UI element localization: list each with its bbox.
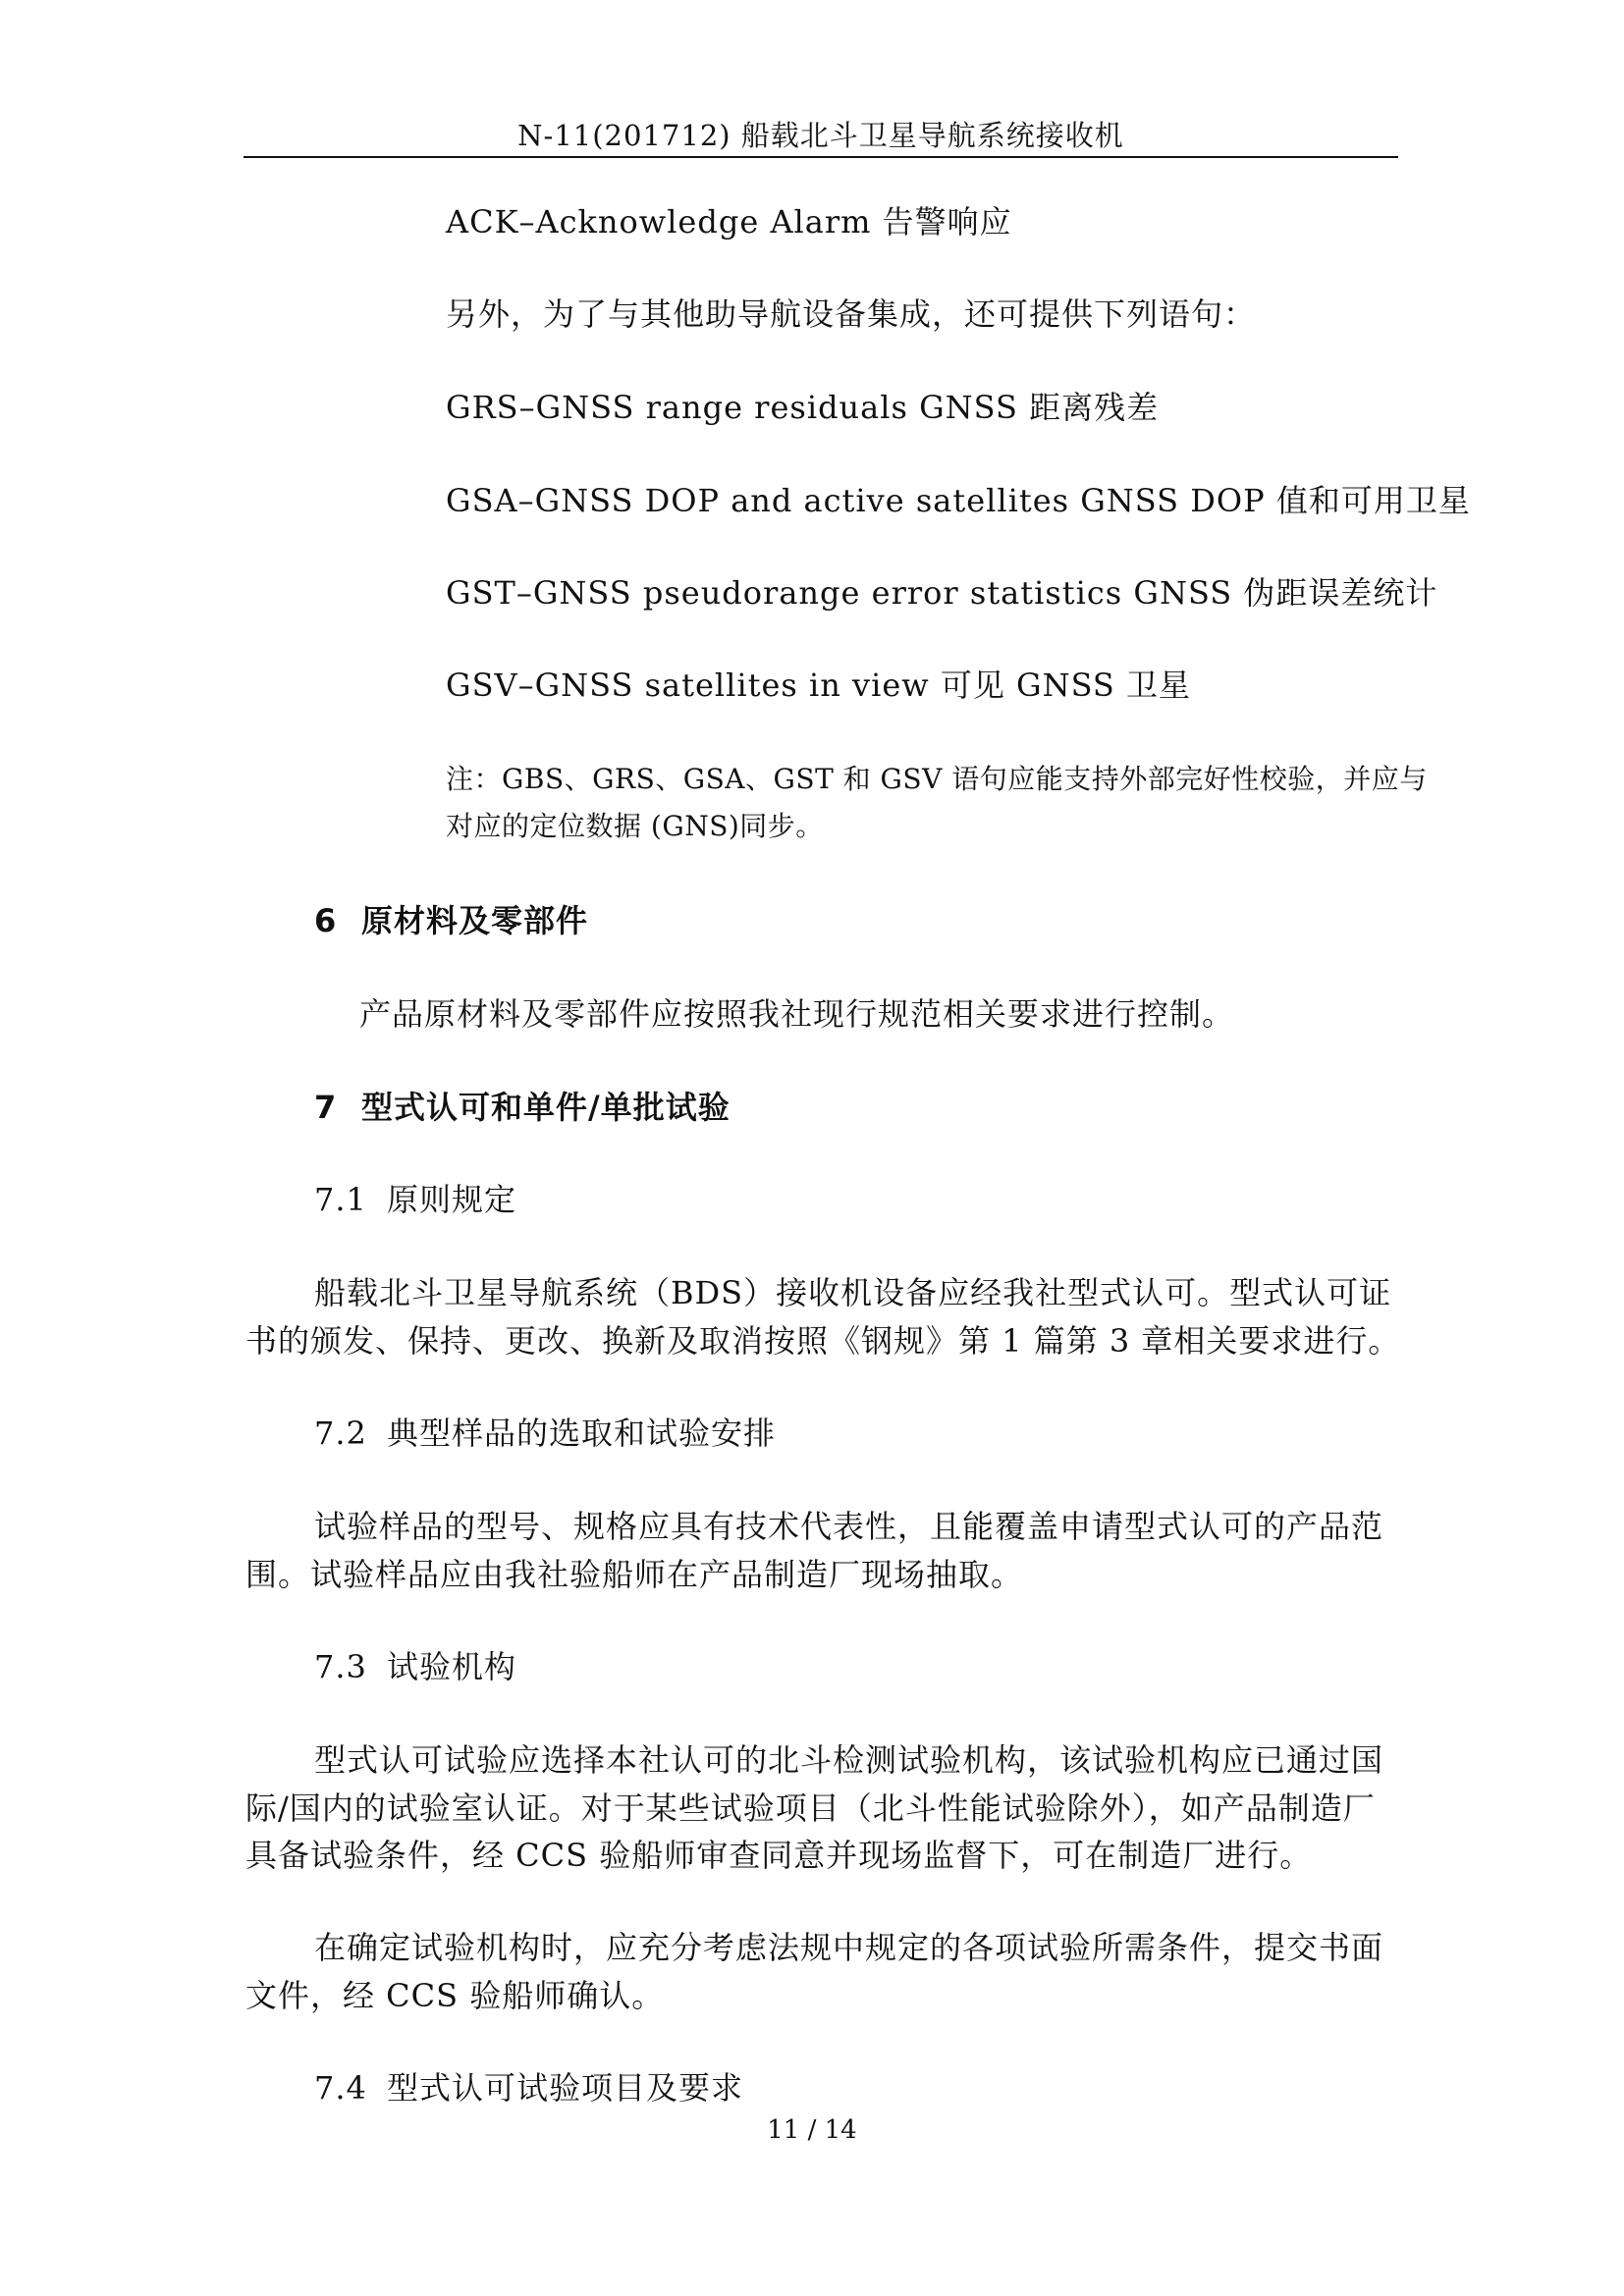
page-header: N-11(201712) 船载北斗卫星导航系统接收机 [517, 119, 1124, 152]
note-line-2: 对应的定位数据 (GNS)同步。 [446, 810, 824, 842]
section-title: 型式认可和单件/单批试验 [361, 1089, 731, 1126]
subsection-number: 7.2 [314, 1415, 367, 1452]
subsection-7-1-heading [314, 1180, 516, 1219]
section-6-heading [314, 901, 588, 940]
s73-line-1: 型式认可试验应选择本社认可的北斗检测试验机构，该试验机构应已通过国 [314, 1741, 1384, 1779]
subsection-number: 7.3 [314, 1648, 367, 1685]
section-number: 6 [314, 902, 338, 939]
subsection-7-3-heading [314, 1647, 516, 1686]
subsection-title: 原则规定 [387, 1181, 517, 1218]
section-number: 7 [314, 1089, 338, 1126]
s73-line-5: 文件，经 CCS 验船师确认。 [245, 1977, 665, 2014]
s72-line-2: 围。试验样品应由我社验船师在产品制造厂现场抽取。 [245, 1556, 1024, 1593]
intro-paragraph: 另外，为了与其他助导航设备集成，还可提供下列语句： [446, 295, 1257, 333]
subsection-number: 7.4 [314, 2069, 367, 2107]
note-line-1: 注：GBS、GRS、GSA、GST 和 GSV 语句应能支持外部完好性校验，并应与 [446, 763, 1428, 795]
subsection-title: 型式认可试验项目及要求 [387, 2069, 744, 2107]
s72-line-1: 试验样品的型号、规格应具有技术代表性，且能覆盖申请型式认可的产品范 [314, 1508, 1384, 1545]
s71-line-2: 书的颁发、保持、更改、换新及取消按照《钢规》第 1 篇第 3 章相关要求进行。 [245, 1322, 1401, 1360]
gsv-sentence: GSV–GNSS satellites in view 可见 GNSS 卫星 [446, 667, 1192, 704]
grs-sentence: GRS–GNSS range residuals GNSS 距离残差 [446, 389, 1160, 426]
gsa-sentence: GSA–GNSS DOP and active satellites GNSS DOP 值和可用卫星 [446, 482, 1471, 519]
subsection-7-4-heading [314, 2068, 743, 2108]
gst-sentence: GST–GNSS pseudorange error statistics GNSS 伪距误差统计 [446, 574, 1438, 612]
section-7-heading [314, 1088, 731, 1127]
s73-line-3: 具备试验条件，经 CCS 验船师审查同意并现场监督下，可在制造厂进行。 [245, 1837, 1313, 1874]
section-6-text: 产品原材料及零部件应按照我社现行规范相关要求进行控制。 [359, 995, 1235, 1033]
section-title: 原材料及零部件 [361, 902, 589, 939]
s73-line-2: 际/国内的试验室认证。对于某些试验项目（北斗性能试验除外），如产品制造厂 [245, 1789, 1376, 1827]
subsection-7-2-heading [314, 1414, 776, 1453]
subsection-number: 7.1 [314, 1181, 367, 1218]
s71-line-1: 船载北斗卫星导航系统（BDS）接收机设备应经我社型式认可。型式认可证 [314, 1274, 1392, 1311]
subsection-title: 典型样品的选取和试验安排 [387, 1415, 777, 1452]
page-number: 11 / 14 [767, 2115, 857, 2145]
ack-sentence: ACK–Acknowledge Alarm 告警响应 [446, 203, 1012, 240]
header-rule [244, 156, 1398, 158]
s73-line-4: 在确定试验机构时，应充分考虑法规中规定的各项试验所需条件，提交书面 [314, 1929, 1384, 1966]
subsection-title: 试验机构 [387, 1648, 517, 1685]
